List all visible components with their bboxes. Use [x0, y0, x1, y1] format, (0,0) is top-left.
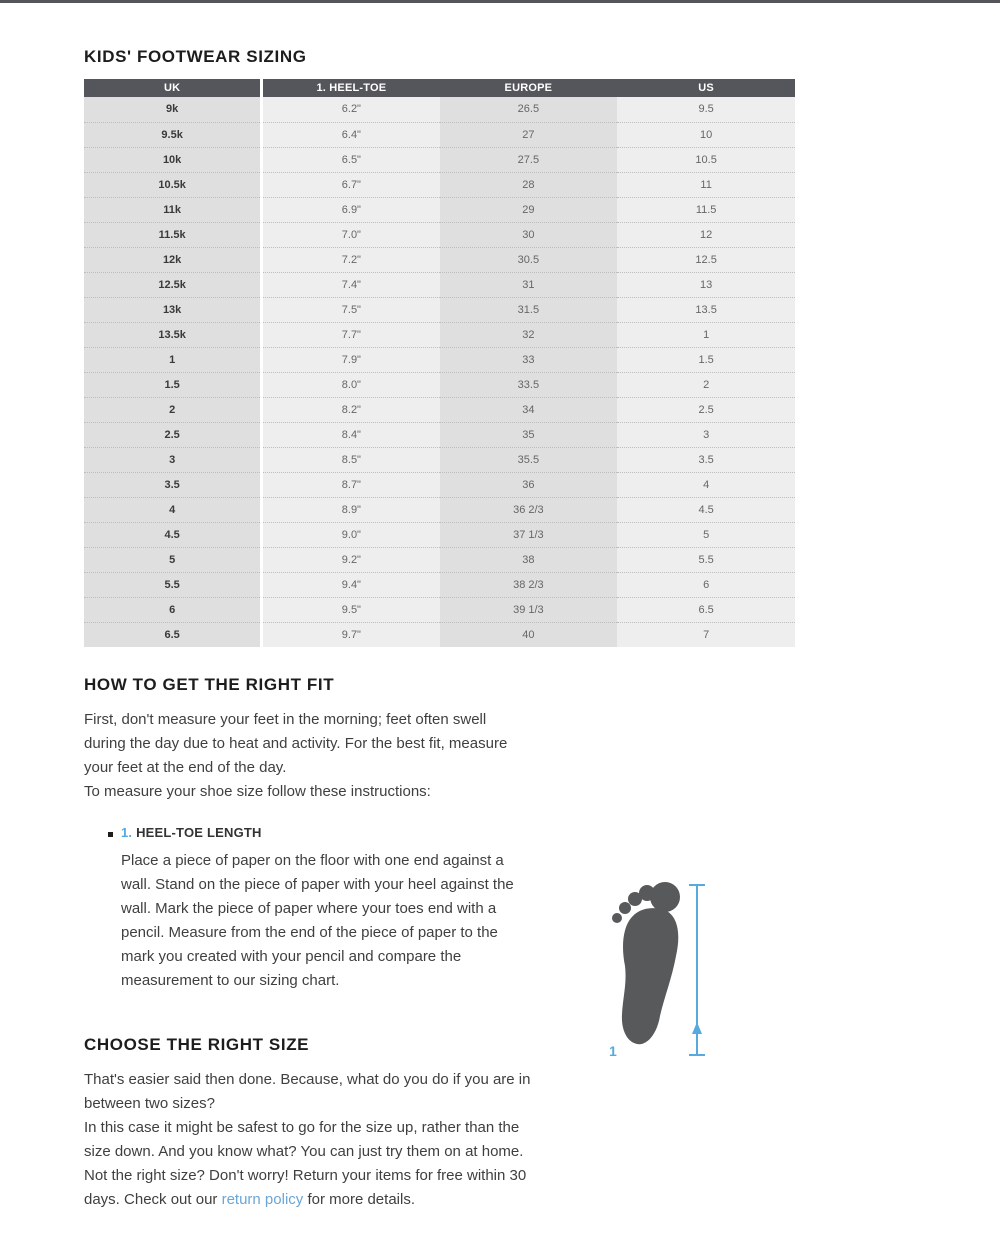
choose-paragraph-1: That's easier said then done. Because, what do you do if you are in between two sizes?: [84, 1071, 531, 1112]
table-cell: 6.9": [262, 197, 440, 222]
table-cell: 1.5: [84, 372, 262, 397]
table-cell: 35.5: [440, 447, 618, 472]
table-cell: 30: [440, 222, 618, 247]
table-cell: 11: [617, 172, 795, 197]
table-row: [84, 497, 795, 522]
table-row: [84, 97, 795, 122]
table-row: [84, 372, 795, 397]
table-cell: 7.5": [262, 297, 440, 322]
table-cell: 26.5: [440, 97, 618, 122]
measurement-step-label: 1: [609, 1043, 617, 1059]
measurement-arrow: [689, 885, 705, 1055]
foot-silhouette: [612, 882, 680, 1044]
fit-instructions-lead: To measure your shoe size follow these instructions:: [84, 783, 431, 800]
fit-section-heading: HOW TO GET THE RIGHT FIT: [84, 675, 335, 694]
table-cell: 7.4": [262, 272, 440, 297]
table-cell: 13: [617, 272, 795, 297]
table-cell: 1: [84, 347, 262, 372]
table-cell: 3.5: [84, 472, 262, 497]
table-cell: 27.5: [440, 147, 618, 172]
table-cell: 12.5k: [84, 272, 262, 297]
table-cell: 5.5: [617, 547, 795, 572]
table-cell: 31.5: [440, 297, 618, 322]
table-cell: 6.5": [262, 147, 440, 172]
table-cell: 36: [440, 472, 618, 497]
table-cell: 8.2": [262, 397, 440, 422]
table-cell: 13k: [84, 297, 262, 322]
page-title: KIDS' FOOTWEAR SIZING: [84, 47, 307, 66]
table-cell: 37 1/3: [440, 522, 618, 547]
table-cell: 9.5": [262, 597, 440, 622]
size-table-column-header: 1. HEEL-TOE: [262, 79, 440, 97]
choose-section-heading: CHOOSE THE RIGHT SIZE: [84, 1035, 310, 1054]
table-cell: 8.9": [262, 497, 440, 522]
table-cell: 4.5: [84, 522, 262, 547]
return-text-before: Not the right size? Don't worry! Return your items for free within 30 days. Check out our: [84, 1167, 527, 1208]
table-cell: 4: [617, 472, 795, 497]
table-cell: 3: [84, 447, 262, 472]
table-cell: 33: [440, 347, 618, 372]
table-cell: 7.9": [262, 347, 440, 372]
table-cell: 12: [617, 222, 795, 247]
table-row: [84, 622, 795, 647]
table-cell: 6: [617, 572, 795, 597]
table-cell: 1.5: [617, 347, 795, 372]
table-cell: 9.5: [617, 97, 795, 122]
table-row: [84, 547, 795, 572]
table-row: [84, 447, 795, 472]
table-cell: 10.5k: [84, 172, 262, 197]
list-item-heel-toe: [108, 825, 914, 993]
table-cell: 6.5: [617, 597, 795, 622]
return-text-after: for more details.: [303, 1191, 415, 1208]
table-cell: 6: [84, 597, 262, 622]
table-cell: 8.4": [262, 422, 440, 447]
table-cell: 5.5: [84, 572, 262, 597]
choose-paragraph-3: [84, 1164, 532, 1212]
table-row: [84, 272, 795, 297]
table-cell: 32: [440, 322, 618, 347]
table-cell: 6.4": [262, 122, 440, 147]
table-cell: 7: [617, 622, 795, 647]
table-cell: 7.0": [262, 222, 440, 247]
table-row: [84, 397, 795, 422]
table-cell: 7.7": [262, 322, 440, 347]
size-table-body: [84, 97, 795, 647]
size-table-column-header: US: [617, 79, 795, 97]
measuring-instructions-list: [108, 825, 914, 993]
table-row: [84, 422, 795, 447]
table-cell: 8.5": [262, 447, 440, 472]
table-cell: 4: [84, 497, 262, 522]
table-cell: 9k: [84, 97, 262, 122]
table-cell: 27: [440, 122, 618, 147]
table-cell: 35: [440, 422, 618, 447]
table-cell: 2: [617, 372, 795, 397]
table-row: [84, 222, 795, 247]
table-cell: 13.5: [617, 297, 795, 322]
table-cell: 10: [617, 122, 795, 147]
heel-toe-item-body: Place a piece of paper on the floor with one end against a wall. Stand on the piece of paper with your heel against the wall. Mark the piece of paper where your toes end with a pencil. Measure from the end of the piece of paper to the mark you created with your pencil and compare the measurement to our sizing chart.: [121, 852, 514, 989]
page-content: [84, 0, 914, 1212]
return-policy-link[interactable]: return policy: [221, 1191, 304, 1208]
table-row: [84, 322, 795, 347]
table-row: [84, 522, 795, 547]
table-cell: 5: [617, 522, 795, 547]
table-cell: 6.7": [262, 172, 440, 197]
table-cell: 3.5: [617, 447, 795, 472]
table-cell: 9.5k: [84, 122, 262, 147]
size-table-header-row: [84, 79, 795, 97]
table-row: [84, 147, 795, 172]
table-row: [84, 597, 795, 622]
table-cell: 9.2": [262, 547, 440, 572]
table-cell: 7.2": [262, 247, 440, 272]
table-cell: 8.7": [262, 472, 440, 497]
table-cell: 12.5: [617, 247, 795, 272]
table-cell: 11k: [84, 197, 262, 222]
table-cell: 2: [84, 397, 262, 422]
heel-toe-item-label: HEEL-TOE LENGTH: [136, 825, 262, 840]
table-row: [84, 247, 795, 272]
table-cell: 13.5k: [84, 322, 262, 347]
table-cell: 40: [440, 622, 618, 647]
table-row: [84, 122, 795, 147]
heel-toe-item-title: [121, 825, 914, 840]
table-row: [84, 172, 795, 197]
table-cell: 5: [84, 547, 262, 572]
table-row: [84, 197, 795, 222]
table-cell: 9.4": [262, 572, 440, 597]
table-cell: 11.5: [617, 197, 795, 222]
table-cell: 30.5: [440, 247, 618, 272]
table-cell: 6.2": [262, 97, 440, 122]
foot-silhouette-illustration: [588, 866, 720, 1066]
table-cell: 28: [440, 172, 618, 197]
table-cell: 6.5: [84, 622, 262, 647]
table-cell: 29: [440, 197, 618, 222]
table-cell: 9.7": [262, 622, 440, 647]
table-cell: 1: [617, 322, 795, 347]
size-table-column-header: UK: [84, 79, 262, 97]
table-cell: 39 1/3: [440, 597, 618, 622]
table-cell: 31: [440, 272, 618, 297]
table-cell: 34: [440, 397, 618, 422]
table-row: [84, 572, 795, 597]
table-cell: 9.0": [262, 522, 440, 547]
table-cell: 38: [440, 547, 618, 572]
kids-footwear-size-table: [84, 79, 795, 647]
table-cell: 11.5k: [84, 222, 262, 247]
table-cell: 10.5: [617, 147, 795, 172]
foot-measurement-figure: [588, 866, 720, 1066]
table-cell: 4.5: [617, 497, 795, 522]
size-table-column-header: EUROPE: [440, 79, 618, 97]
table-row: [84, 472, 795, 497]
table-cell: 2.5: [617, 397, 795, 422]
table-row: [84, 347, 795, 372]
table-cell: 10k: [84, 147, 262, 172]
table-row: [84, 297, 795, 322]
table-cell: 3: [617, 422, 795, 447]
table-cell: 33.5: [440, 372, 618, 397]
table-cell: 2.5: [84, 422, 262, 447]
table-cell: 12k: [84, 247, 262, 272]
table-cell: 38 2/3: [440, 572, 618, 597]
heel-toe-item-number: 1.: [121, 825, 133, 840]
fit-intro-paragraph: First, don't measure your feet in the morning; feet often swell during the day due to heat and activity. For the best fit, measure your feet at the end of the day.: [84, 711, 508, 776]
table-cell: 36 2/3: [440, 497, 618, 522]
choose-paragraph-2: In this case it might be safest to go for the size up, rather than the size down. And you know what? You can just try them on at home.: [84, 1119, 524, 1160]
table-cell: 8.0": [262, 372, 440, 397]
